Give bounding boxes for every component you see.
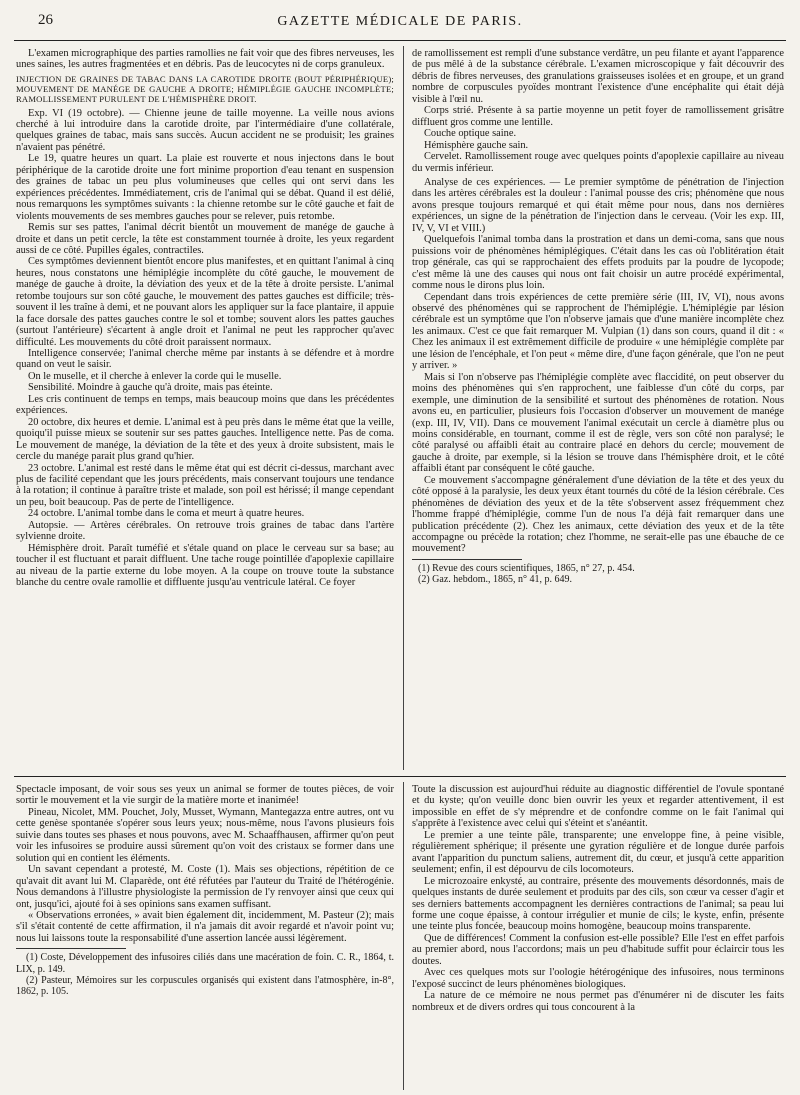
top-right-column [412,48,784,768]
footnote: (2) Gaz. hebdom., 1865, n° 41, p. 649. [418,574,572,586]
paragraph: Couche optique saine. [424,128,517,140]
paragraph: Hémisphère gauche sain. [424,139,529,151]
paragraph: 24 octobre. L'animal tombe dans le coma et meurt à quatre heures. [28,508,305,520]
paragraph: « Observations erronées, » avait bien également dit, incidemment, M. Pasteur (2); mais s'il s'était contenté de cette affirmation, il n'a jamais dit avoir regardé et n'avoir point vu; nous lui laissons toute la responsabilité d'une assertion lancée aussi légèrement. [16,909,394,944]
paragraph: Corps strié. Présente à sa partie moyenne un petit foyer de ramollissement grisâtre diffluent gros comme une lentille. [412,105,784,128]
paragraph: Cependant dans trois expériences de cette première série (III, IV, VI), nous avons observé des phénomènes qui se rapprochent de l'hémiplégie. L'hémiplégie par lésion cérébrale est un symptôme que l'on n'observe jamais que d'une manière incomplète chez les animaux. C'est ce que fait remarquer M. Vulpian (1) dans son cours, quand il dit : « Chez les animaux il est extrêmement difficile de produire « une hémiplégie complète par une lésion de l'encéphale, et l'on peut « même dire, d'une façon générale, que l'on ne peut y arriver. » [412,291,784,372]
paragraph: de ramollissement est rempli d'une substance verdâtre, un peu filante et ayant l'apparence de pus mêlé à de la substance cérébrale. L'examen microscopique y fait découvrir des débris de fibres nerveuses, des granulations graisseuses isolées et en groupe, et un grand nombre de corpuscules pyoïdes montrant l'existence d'une encéphalite qui était déjà visible à l'œil nu. [412,48,784,105]
section-divider [14,776,786,777]
paragraph: Remis sur ses pattes, l'animal décrit bientôt un mouvement de manége de gauche à droite et dans un petit cercle, la tête est constamment tournée à droite, les yeux regardent aussi de ce côté. Pupilles égales, contractiles. [16,222,394,256]
top-left-column [16,48,394,768]
bottom-right-column [412,784,784,1090]
paragraph: Ces symptômes deviennent bientôt encore plus manifestes, et en quittant l'animal à cinq heures, nous constatons une hémiplégie incomplète du côté gauche, le mouvement de manége de gauche à droite, la déviation des yeux et de la tête à droite persiste. L'animal retombe toujours sur son côté gauche, le mouvement des pattes gauches est difficile; très-souvent il les traîne à demi, et ne pouvant alors les appliquer sur la face plantaire, il appuie la face dorsale des pattes gauches contre le sol et tombe; souvent alors les pattes gauches (surtout l'antérieure) s'écartent à angle droit et l'animal ne peut les rapprocher qu'avec difficulté. Les mouvements du côté droit paraissent normaux. [16,256,394,348]
footnote: (1) Revue des cours scientifiques, 1865, n° 27, p. 454. [418,562,635,574]
footnote-rule [412,559,522,560]
footnote-rule [16,948,126,949]
section-heading: INJECTION DE GRAINES DE TABAC DANS LA CAROTIDE DROITE (BOUT PÉRIPHÉRIQUE); MOUVEMENT DE MANÉGE DE GAUCHE A DROITE; HÉMIPLÉGIE GAUCHE INCOMPLÈTE; RAMOLLISSEMENT PURULENT DE L'HÉMISPHÈRE DROIT. [16,73,394,105]
paragraph: Avec ces quelques mots sur l'oologie hétérogénique des infusoires, nous terminons l'exposé succinct de leurs phénomènes biologiques. [412,967,784,990]
paragraph: La nature de ce mémoire ne nous permet pas d'énumérer ni de discuter les faits nombreux et de divers ordres qui tous concourent à la [412,990,784,1013]
bottom-left-column [16,784,394,1090]
footnote: (1) Coste, Développement des infusoires ciliés dans une macération de foin. C. R., 1864, t. LIX, p. 149. [16,952,394,975]
paragraph: 20 octobre, dix heures et demie. L'animal est à peu près dans le même état que la veille, quoiqu'il puisse mieux se soutenir sur ses pattes gauches. Intelligence nette. Pas de coma. Le mouvement de manége, la déviation de la tête et des yeux à droite subsistent, mais le cercle du manége parait plus grand qu'hier. [16,416,394,463]
paragraph: Analyse de ces expériences. — Le premier symptôme de pénétration de l'injection dans les artères cérébrales est la douleur : l'animal pousse des cris; phénomène que nous avons presque toujours remarqué et qui était même pour nous, dans nos dernières expériences, un signe de la pénétration de l'injection dans le cerveau. (Voir les exp. III, IV, V, VI et VIII.) [412,176,784,234]
column-divider [403,46,404,770]
paragraph: Le 19, quatre heures un quart. La plaie est rouverte et nous injectons dans le bout périphérique de la carotide droite une fort minime proportion d'eau tenant en suspension des graines de tabac un peu plus volumineuses que celles qui ont servi dans les expériences précédentes. Immédiatement, cris de l'animal qui se débat. Quand il est délié, nous remarquons les symptômes suivants : la chienne retombe sur le côté gauche et fait de violents mouvements de ses membres gauches pour se relever, puis retombe. [16,153,394,222]
column-divider [403,782,404,1090]
paragraph: Autopsie. — Artères cérébrales. On retrouve trois graines de tabac dans l'artère sylvienne droite. [16,519,394,543]
paragraph: Ce mouvement s'accompagne généralement d'une déviation de la tête et des yeux du côté opposé à la paralysie, les deux yeux étant tournés du côté de la lésion cérébrale. Ces phénomènes de déviation des yeux et de la tête s'observent assez fréquemment chez l'homme frappé d'hémiplégie, comme l'un de nous l'a déjà fait remarquer dans une publication précédente (2). Chez les animaux, cette déviation des yeux et de la tête accompagne ou précède la rotation; chez l'homme, ne serait-elle pas une ébauche de ce mouvement? [412,474,784,555]
paragraph: 23 octobre. L'animal est resté dans le même état qui est décrit ci-dessus, marchant avec plus de facilité cependant que les jours précédents, mais conservant toujours une tendance à la rotation; il continue à paraître triste et malade, son poil est hérissé; il mange cependant un peu, boit beaucoup. Pas de perte de l'intelligence. [16,462,394,508]
paragraph: L'examen micrographique des parties ramollies ne fait voir que des fibres nerveuses, les unes saines, les autres fragmentées et en débris. Pas de leucocytes ni de corps granuleux. [16,48,394,71]
paragraph: Un savant cependant a protesté, M. Coste (1). Mais ses objections, répétition de ce qu'avait dit avant lui M. Claparède, ont été réfutées par l'auteur du Traité de l'hétérogénie. Nous demandons à l'illustre physiologiste la permission de l'y renvoyer ainsi que ceux qui ont, jusqu'ici, ajouté foi à ses opinions sans examen suffisant. [16,864,394,910]
paragraph: Mais si l'on n'observe pas l'hémiplégie complète avec flaccidité, on peut observer du moins des phénomènes qui s'en rapprochent, une faiblesse d'un côté du corps, par exemple, une diminution de la sensibilité et surtout des phénomènes de rotation. Nous avons eu, en particulier, plusieurs fois l'occasion d'observer un mouvement de manége (exp. III, IV, VII). Dans ce mouvement l'animal exécutait un cercle à diamètre plus ou moins considérable, en tournant, comme il est de règle, vers son côté non paralysé; le côté paralysé ou affaibli était au contraire placé en dehors du cercle; mouvement de gauche à droite, par exemple, si la lésion se trouve dans l'hémisphère droit, et le côté affaibli étant par conséquent le côté gauche. [412,371,784,475]
paragraph: Que de différences! Comment la confusion est-elle possible? Elle l'est en effet parfois au premier abord, nous l'accordons; mais un peu d'habitude suffit pour éclaircir tous les doutes. [412,932,784,967]
paragraph: Le premier a une teinte pâle, transparente; une enveloppe fine, à peine visible, régulièrement sphérique; il présente une gyration régulière et de longue durée parfois avant l'apparition du punctum saliens, autrement dit, du cœur, et jusqu'à cette apparition seulement; enfin, il est dépourvu de cils locomoteurs. [412,829,784,876]
paragraph: Quelquefois l'animal tomba dans la prostration et dans un demi-coma, sans que nous puissions voir de phénomènes hémiplégiques. C'était dans les cas où l'oblitération était trop générale, cas qui se rapprochaient des effets produits par la poudre de lycopode; c'est même là une des causes qui nous ont fait choisir un autre procédé expérimental, comme nous le dirons plus loin. [412,234,784,292]
paragraph: Pineau, Nicolet, MM. Pouchet, Joly, Musset, Wymann, Mantegazza entre autres, ont vu cette genèse spontanée s'opérer sous leurs yeux; nous-même, nous l'avons plusieurs fois suivie dans toutes ses phases et nous pouvons, avec M. Schaaffhausen, affirmer qu'on peut voir les infusoires se produire aussi sûrement qu'on voit des cristaux se former dans une solution qui en contient les éléments. [16,806,394,864]
paragraph: Toute la discussion est aujourd'hui réduite au diagnostic différentiel de l'ovule spontané et du kyste; qu'on veuille donc bien ouvrir les yeux et regarder attentivement, il est impossible en effet de s'y méprendre et de confondre comme on le fait l'animal qui s'apprête à l'existence avec celui qui s'éteint et s'anéantit. [412,784,784,830]
page-header [14,6,786,41]
paragraph: Cervelet. Ramollissement rouge avec quelques points d'apoplexie capillaire au niveau du vermis inférieur. [412,151,784,174]
paragraph: Les cris continuent de temps en temps, mais beaucoup moins que dans les précédentes expériences. [16,393,394,417]
paragraph: Le microzoaire enkysté, au contraire, présente des mouvements désordonnés, mais de quelques instants de durée seulement et produits par des cils, son cœur va cesser d'agir et ses derniers battements accompagnent les dernières contractions de l'animal; sa peau lui forme une coque épaisse, à contour irrégulier et munie de cils; le kyste, enfin, présente une teinte plus foncée, beaucoup moins homogène, beaucoup moins transparente. [412,875,784,933]
journal-title: GAZETTE MÉDICALE DE PARIS. [277,14,523,29]
paragraph: Exp. VI (19 octobre). — Chienne jeune de taille moyenne. La veille nous avions cherché à lui introduire dans la carotide droite, par l'intermédiaire d'une collatérale, quelques graines de tabac, mais sans succès. Aucun accident ne se produisit; les graines n'avaient pas pénétré. [16,107,394,153]
paragraph: Hémisphère droit. Paraît tuméfié et s'étale quand on place le cerveau sur sa base; au toucher il est fluctuant et parait diffluent. Une tache rouge pointillée d'apoplexie capillaire au niveau de la partie externe du lobe moyen. A la coupe on trouve toute la substance blanche du centre ovale ramollie et diffluente jusqu'au ventricule latéral. Ce foyer [16,542,394,589]
paragraph: Spectacle imposant, de voir sous ses yeux un animal se former de toutes pièces, de voir sortir le mouvement et la vie surgir de la matière morte et inanimée! [16,784,394,807]
paragraph: Intelligence conservée; l'animal cherche même par instants à se défendre et à mordre quand on veut le saisir. [16,348,394,371]
page-number: 26 [38,12,53,28]
paragraph: Sensibilité. Moindre à gauche qu'à droite, mais pas éteinte. [28,382,273,394]
footnote: (2) Pasteur, Mémoires sur les corpuscules organisés qui existent dans l'atmosphère, in-8°, 1862, p. 105. [16,974,394,997]
paragraph: On le muselle, et il cherche à enlever la corde qui le muselle. [28,370,282,382]
